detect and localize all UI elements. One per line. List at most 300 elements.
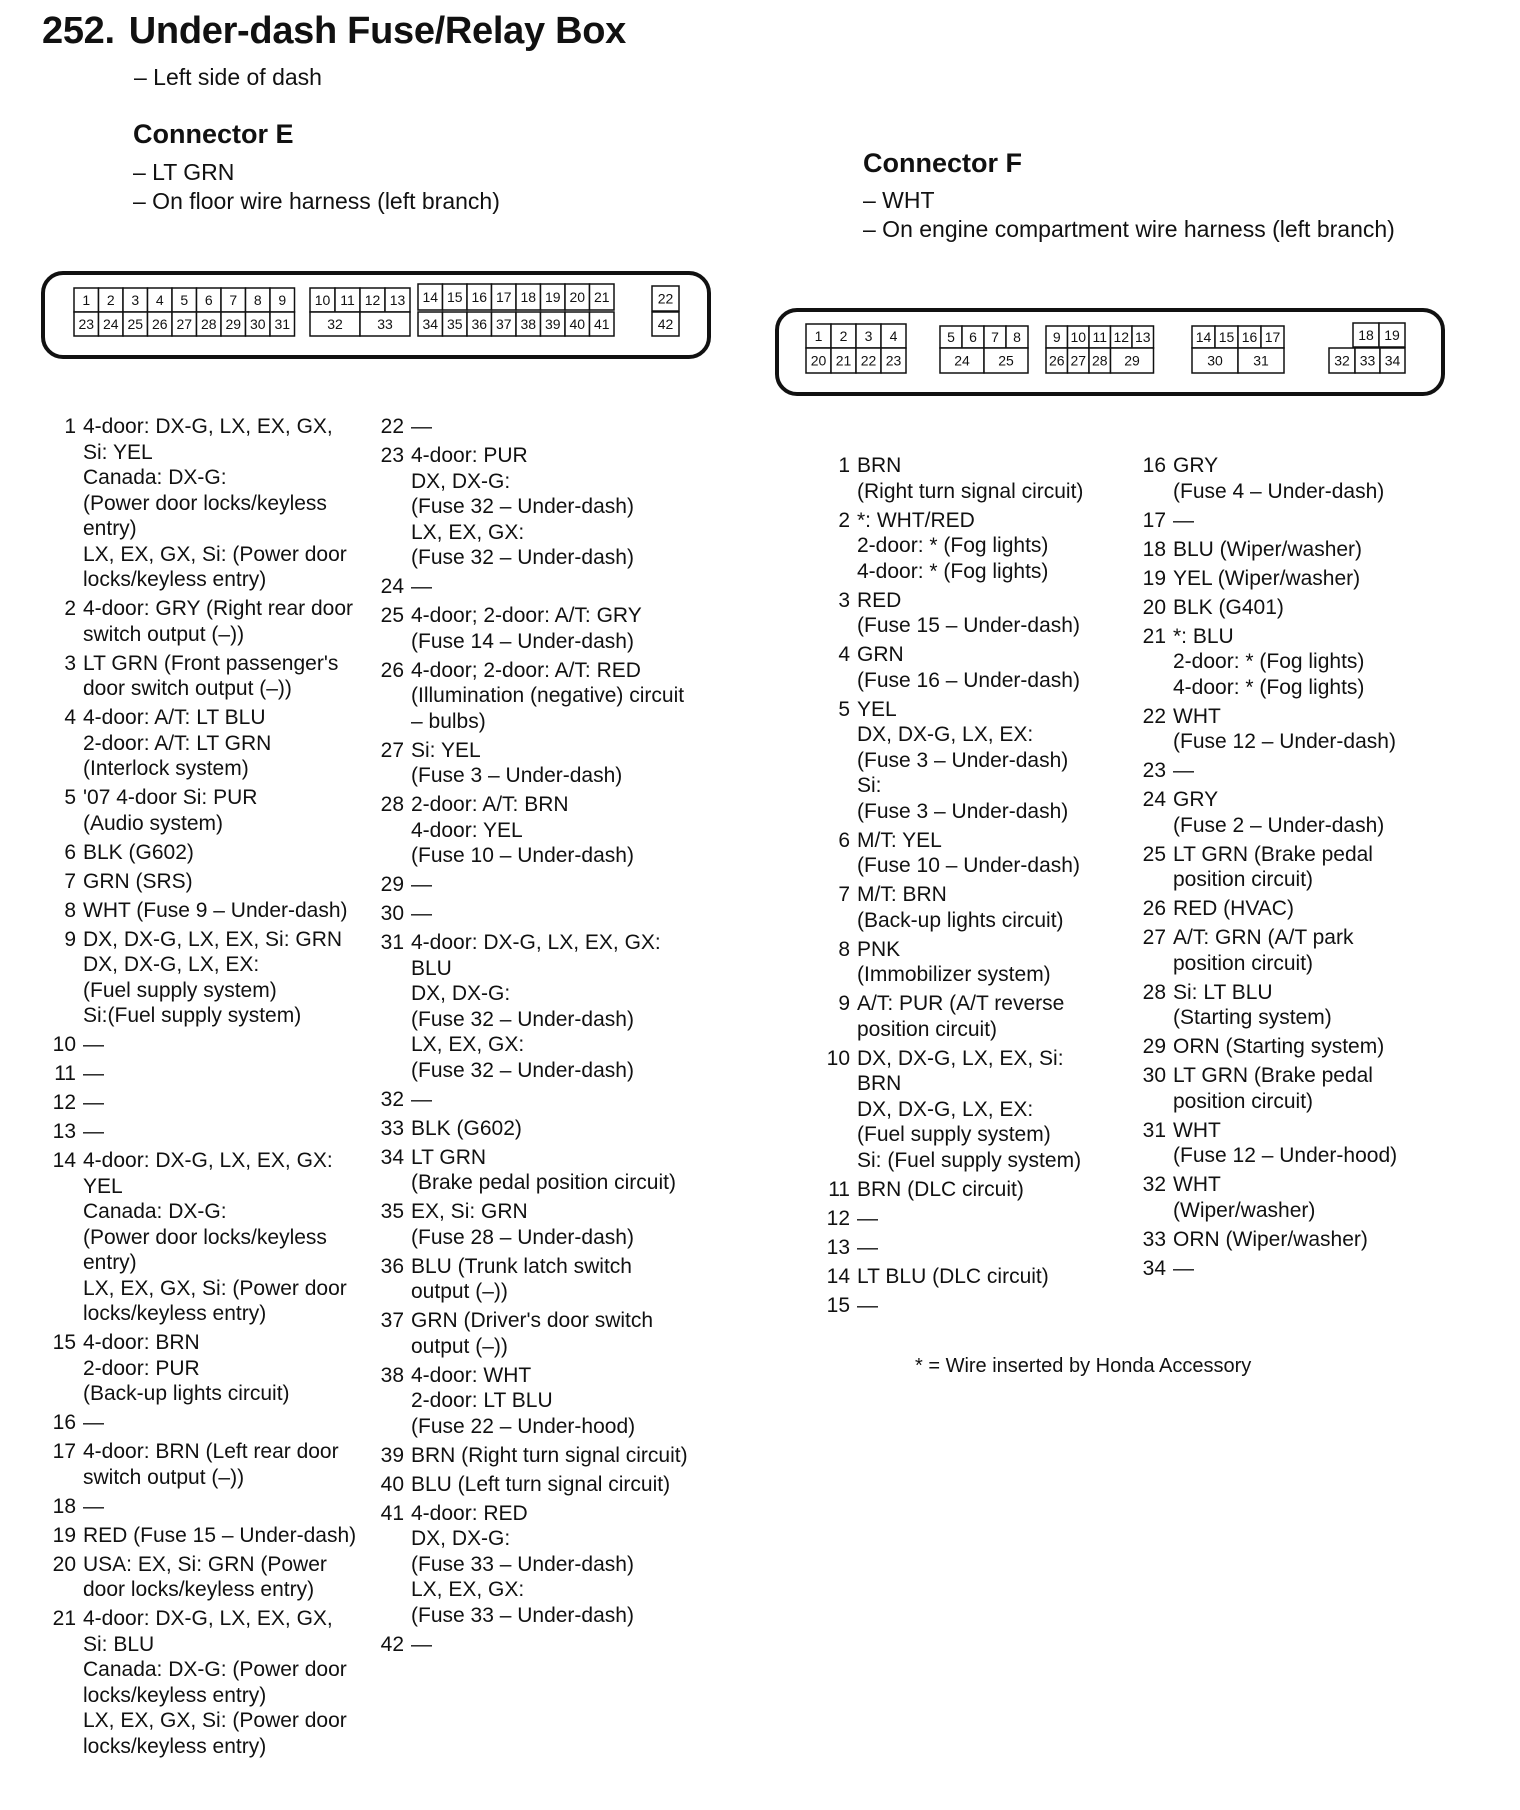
pin-description-line: 4-door: GRY (Right rear door (83, 597, 354, 620)
pin-description-line: (Fuel supply system) (857, 1123, 1051, 1146)
pin-number: 8 (64, 898, 76, 922)
pin-description-line: PNK (857, 937, 901, 961)
connector-e-pin-21 (42, 1606, 356, 1759)
pin-description-line: DX, DX-G: (411, 469, 511, 493)
pin-description (1173, 624, 1364, 701)
pin-description-line: (Fuse 3 – Under-dash) (411, 764, 623, 787)
connector-e-pin-13 (42, 1119, 356, 1145)
pin-description (857, 1046, 1081, 1174)
pin-number: 29 (1142, 1035, 1166, 1058)
pin-description-line: 2-door: PUR (83, 1356, 200, 1380)
pin-description (83, 869, 193, 895)
pin-description-line: M/T: YEL (857, 828, 942, 852)
cavity-label-29: 29 (225, 316, 242, 332)
pin-description-line: 4-door: DX-G, LX, EX, GX: (83, 1149, 333, 1172)
connector-f-pin-33 (1132, 1227, 1397, 1253)
pin-description-line: BLU (Trunk latch switch (411, 1254, 632, 1278)
pin-description-line: BLK (G602) (83, 840, 194, 864)
pin-description-line: (Fuse 3 – Under-dash) (857, 748, 1069, 772)
pin-description-line: (Fuse 32 – Under-dash) (411, 1007, 634, 1031)
cavity-label-33: 33 (1359, 352, 1376, 369)
pin-description-line: Canada: DX-G: (83, 466, 227, 489)
cavity-label-5: 5 (947, 329, 955, 345)
pin-number: 18 (1142, 537, 1166, 561)
pin-description-line: ORN (Wiper/washer) (1173, 1227, 1368, 1251)
pin-description-line: RED (HVAC) (1173, 897, 1294, 920)
pin-number: 30 (380, 902, 404, 925)
connector-f-pin-16 (1132, 453, 1397, 504)
pin-description-line: door switch output (–)) (83, 677, 292, 700)
cavity-label-17: 17 (495, 289, 512, 305)
cavity-label-1: 1 (82, 292, 91, 308)
pin-description-line: Si: (Fuel supply system) (857, 1148, 1082, 1172)
pin-description-line: position circuit) (857, 1017, 998, 1041)
pin-description (411, 1199, 634, 1250)
pin-description-line: WHT (1173, 1118, 1221, 1142)
pin-description (1173, 1256, 1194, 1282)
connector-e-pin-30 (370, 901, 688, 927)
cavity-label-7: 7 (991, 329, 999, 345)
connector-e-pin-1 (42, 414, 356, 593)
pin-description (857, 588, 1080, 639)
pin-description-line: 2-door: LT BLU (411, 1389, 553, 1412)
connector-e-pins-col1 (42, 414, 356, 1763)
pin-description-line: BRN (DLC circuit) (857, 1177, 1024, 1201)
pin-number: 17 (52, 1440, 76, 1463)
connector-f-pin-7 (816, 882, 1083, 933)
pin-description (1173, 1172, 1315, 1223)
pin-description (411, 603, 642, 654)
pin-description (1173, 704, 1396, 755)
pin-description-line: (Fuse 32 – Under-dash) (411, 1058, 634, 1082)
location-text: – Left side of dash (134, 64, 322, 90)
cavity-label-16: 16 (1241, 329, 1258, 345)
pin-description (83, 596, 353, 647)
cavity-label-32: 32 (327, 316, 343, 332)
pin-description-line: 4-door: BRN (Left rear door (83, 1440, 339, 1463)
pin-number: 35 (380, 1200, 404, 1223)
pin-description-line: — (411, 1632, 432, 1656)
pin-number: 21 (52, 1607, 76, 1630)
connector-f-pin-14 (816, 1264, 1083, 1290)
pin-description (857, 1177, 1024, 1203)
cavity-label-9: 9 (1052, 329, 1061, 345)
pin-description-line: GRY (1173, 788, 1219, 811)
pin-description-line: DX, DX-G, LX, EX, Si: (857, 1046, 1064, 1070)
cavity-label-3: 3 (864, 328, 873, 344)
pin-description-line: — (411, 902, 432, 925)
cavity-label-38: 38 (520, 316, 537, 332)
pin-description-line: DX, DX-G, LX, EX: (857, 1097, 1034, 1121)
pin-description (857, 697, 1068, 825)
pin-description-line: (Fuse 15 – Under-dash) (857, 614, 1080, 637)
pin-description (83, 1606, 347, 1759)
pin-description (83, 840, 194, 866)
pin-description-line: A/T: GRN (A/T park (1173, 926, 1354, 949)
pin-number: 9 (838, 992, 850, 1015)
connector-e-pin-11 (42, 1061, 356, 1087)
pin-description-line: A/T: PUR (A/T reverse (857, 992, 1065, 1015)
pin-number: 27 (1142, 926, 1166, 949)
pin-description-line: RED (Fuse 15 – Under-dash) (83, 1523, 357, 1547)
connector-f-pins-col2 (1132, 453, 1397, 1285)
pin-description-line: LT GRN (Brake pedal (1173, 842, 1373, 866)
pin-number: 25 (380, 604, 404, 627)
pin-description-line: BLU (411, 956, 452, 980)
connector-f-pin-32 (1132, 1172, 1397, 1223)
connector-e-pin-5 (42, 785, 356, 836)
pin-description-line: LX, EX, GX: (411, 1033, 525, 1056)
connector-e-harness: – On floor wire harness (left branch) (133, 188, 500, 214)
cavity-label-29: 29 (1124, 352, 1140, 369)
cavity-label-19: 19 (544, 289, 561, 305)
connector-e-color: – LT GRN (133, 159, 235, 185)
pin-description (411, 1472, 670, 1498)
cavity-label-34: 34 (1384, 352, 1401, 369)
cavity-label-9: 9 (278, 292, 287, 308)
pin-number: 16 (52, 1411, 76, 1434)
connector-e-pin-29 (370, 872, 688, 898)
connector-f-pin-6 (816, 828, 1083, 879)
connector-e-diagram (40, 270, 712, 360)
cavity-label-26: 26 (151, 316, 168, 332)
pin-description-line: switch output (–)) (83, 622, 245, 646)
pin-number: 30 (1142, 1064, 1166, 1087)
connector-e-pin-39 (370, 1443, 688, 1469)
pin-number: 9 (64, 927, 76, 951)
pin-description (411, 658, 684, 735)
pin-number: 5 (64, 786, 76, 809)
pin-number: 40 (380, 1472, 404, 1496)
connector-f-pin-27 (1132, 925, 1397, 976)
pin-number: 10 (826, 1046, 850, 1070)
pin-number: 7 (838, 883, 850, 906)
pin-number: 23 (1142, 759, 1166, 782)
connector-f-pin-25 (1132, 842, 1397, 893)
pin-number: 15 (52, 1331, 76, 1354)
pin-description-line: — (411, 575, 432, 598)
pin-number: 41 (380, 1501, 404, 1525)
connector-f-pins-col1 (816, 453, 1083, 1322)
pin-description (1173, 566, 1360, 592)
pin-description-line: ORN (Starting system) (1173, 1035, 1385, 1058)
pin-description-line: Si: YEL (83, 440, 153, 464)
pin-description (411, 930, 661, 1083)
connector-f-pin-31 (1132, 1118, 1397, 1169)
pin-number: 19 (1142, 566, 1166, 590)
pin-number: 32 (380, 1087, 404, 1111)
cavity-label-20: 20 (569, 289, 586, 305)
pin-description-line: entry) (83, 1251, 137, 1274)
connector-f-pin-9 (816, 991, 1083, 1042)
pin-number: 14 (826, 1264, 850, 1288)
cavity-label-39: 39 (544, 316, 561, 332)
pin-number: 23 (380, 444, 404, 467)
cavity-label-25: 25 (998, 352, 1014, 369)
connector-e-pin-14 (42, 1148, 356, 1327)
pin-number: 27 (380, 738, 404, 762)
pin-number: 34 (380, 1145, 404, 1169)
cavity-label-24: 24 (102, 316, 119, 332)
connector-f-pin-15 (816, 1293, 1083, 1319)
cavity-label-23: 23 (78, 316, 95, 332)
pin-description-line: LX, EX, GX, Si: (Power door (83, 1709, 347, 1732)
pin-description-line: RED (857, 588, 902, 612)
pin-description-line: LX, EX, GX: (411, 520, 525, 544)
pin-description-line: LT GRN (411, 1145, 487, 1169)
pin-number: 2 (64, 597, 76, 620)
pin-description (1173, 980, 1332, 1031)
pin-description-line: 2-door: A/T: LT GRN (83, 731, 272, 755)
cavity-label-6: 6 (204, 292, 213, 308)
connector-f-pin-19 (1132, 566, 1397, 592)
pin-description-line: 4-door: DX-G, LX, EX, GX, (83, 1607, 333, 1630)
pin-description (857, 642, 1080, 693)
pin-description-line: Si: YEL (411, 738, 481, 762)
connector-f-title: Connector F (863, 148, 1022, 178)
pin-number: 3 (64, 651, 76, 675)
pin-description-line: locks/keyless entry) (83, 1683, 267, 1707)
pin-description-line: GRN (857, 643, 904, 666)
cavity-label-11: 11 (1092, 329, 1108, 345)
connector-e-pin-37 (370, 1308, 688, 1359)
pin-description (83, 927, 342, 1029)
pin-description (411, 443, 634, 571)
pin-description-line: (Fuse 33 – Under-dash) (411, 1603, 634, 1627)
pin-description-line: BLU (Left turn signal circuit) (411, 1472, 671, 1496)
pin-number: 13 (826, 1235, 850, 1259)
pin-description (1173, 453, 1384, 504)
pin-description (1173, 537, 1362, 563)
pin-description (1173, 1227, 1368, 1253)
cavity-label-14: 14 (422, 289, 439, 305)
cavity-label-3: 3 (131, 292, 140, 308)
pin-description-line: (Fuse 10 – Under-dash) (411, 844, 634, 867)
pin-description-line: 2-door: * (Fog lights) (1173, 650, 1365, 673)
cavity-label-10: 10 (314, 292, 331, 308)
pin-number: 13 (52, 1120, 76, 1143)
pin-number: 22 (1142, 704, 1166, 728)
connector-e-info (133, 159, 500, 217)
pin-description-line: Si: BLU (83, 1632, 155, 1656)
connector-e-pin-36 (370, 1254, 688, 1305)
connector-f-pin-23 (1132, 758, 1397, 784)
cavity-label-27: 27 (176, 316, 193, 332)
connector-e-pin-17 (42, 1439, 356, 1490)
pin-description-line: — (411, 873, 432, 896)
pin-description (857, 508, 1048, 585)
pin-description (1173, 1063, 1373, 1114)
connector-f-pin-13 (816, 1235, 1083, 1261)
connector-f-pin-29 (1132, 1034, 1397, 1060)
pin-number: 20 (52, 1552, 76, 1576)
pin-description (1173, 1118, 1397, 1169)
pin-description-line: (Fuse 12 – Under-dash) (1173, 730, 1396, 753)
cavity-label-1: 1 (814, 328, 823, 344)
cavity-label-6: 6 (969, 329, 977, 345)
pin-description-line: (Fuse 4 – Under-dash) (1173, 479, 1385, 503)
pin-description (83, 651, 338, 702)
pin-description-line: locks/keyless entry) (83, 568, 267, 591)
pin-description-line: — (83, 1411, 104, 1434)
cavity-label-28: 28 (200, 316, 217, 332)
connector-f-pin-30 (1132, 1063, 1397, 1114)
connector-f-pin-8 (816, 937, 1083, 988)
pin-description-line: DX, DX-G, LX, EX: (83, 953, 260, 976)
connector-e-pin-41 (370, 1501, 688, 1629)
cavity-label-10: 10 (1070, 329, 1087, 345)
connector-f-pin-20 (1132, 595, 1397, 621)
pin-description-line: door locks/keyless entry) (83, 1578, 315, 1601)
pin-description-line: WHT (1173, 1173, 1221, 1196)
pin-number: 12 (826, 1206, 850, 1230)
cavity-label-32: 32 (1334, 352, 1350, 369)
pin-description (83, 705, 271, 782)
pin-description (83, 1523, 356, 1549)
pin-description-line: (Starting system) (1173, 1006, 1332, 1029)
pin-description-line: position circuit) (1173, 1089, 1314, 1113)
pin-description-line: USA: EX, Si: GRN (Power (83, 1552, 327, 1576)
cavity-label-30: 30 (249, 316, 266, 332)
connector-f-info (863, 187, 1395, 245)
cavity-label-28: 28 (1091, 352, 1108, 369)
cavity-label-25: 25 (127, 316, 144, 332)
pin-description-line: LX, EX, GX, Si: (Power door (83, 1276, 347, 1300)
pin-description-line: LX, EX, GX, Si: (Power door (83, 542, 347, 566)
pin-description-line: — (857, 1206, 878, 1230)
connector-e-pin-38 (370, 1363, 688, 1440)
cavity-label-35: 35 (446, 316, 463, 332)
connector-e-pin-28 (370, 792, 688, 869)
pin-description (857, 1206, 878, 1232)
cavity-label-4: 4 (889, 328, 898, 344)
pin-description-line: (Fuse 32 – Under-dash) (411, 546, 634, 569)
pin-number: 39 (380, 1443, 404, 1467)
pin-number: 11 (54, 1062, 76, 1085)
cavity-label-21: 21 (593, 289, 610, 305)
connector-e-pin-10 (42, 1032, 356, 1058)
cavity-label-18: 18 (1358, 327, 1374, 343)
connector-e-pin-18 (42, 1494, 356, 1520)
pin-number: 34 (1142, 1256, 1166, 1280)
pin-number: 38 (380, 1363, 404, 1387)
pin-description-line: WHT (1173, 704, 1221, 728)
cavity-label-13: 13 (389, 292, 406, 308)
pin-description-line: (Fuse 32 – Under-dash) (411, 495, 634, 518)
pin-description-line: position circuit) (1173, 951, 1314, 975)
pin-description-line: 4-door: PUR (411, 444, 528, 467)
connector-e-pin-3 (42, 651, 356, 702)
connector-e-pin-15 (42, 1330, 356, 1407)
cavity-label-12: 12 (364, 292, 381, 308)
connector-e-pin-27 (370, 738, 688, 789)
pin-description (411, 901, 432, 927)
pin-number: 4 (64, 706, 76, 729)
pin-description (1173, 896, 1294, 922)
cavity-label-4: 4 (155, 292, 164, 308)
cavity-label-8: 8 (253, 292, 262, 308)
pin-number: 33 (380, 1116, 404, 1140)
connector-e-title: Connector E (133, 119, 294, 149)
pin-description-line: YEL (857, 697, 897, 721)
pin-description (411, 574, 432, 600)
pin-description-line: BLK (G602) (411, 1116, 522, 1140)
connector-e-pin-4 (42, 705, 356, 782)
connector-f-pin-11 (816, 1177, 1083, 1203)
pin-description-line: Si: LT BLU (1173, 980, 1273, 1004)
pin-number: 28 (380, 793, 404, 816)
pin-description-line: DX, DX-G, LX, EX, Si: GRN (83, 927, 343, 951)
pin-number: 26 (1142, 897, 1166, 920)
pin-description-line: (Fuse 3 – Under-dash) (857, 799, 1069, 823)
pin-description-line: – bulbs) (411, 709, 486, 733)
connector-f-pin-1 (816, 453, 1083, 504)
pin-description-line: (Fuel supply system) (83, 978, 277, 1002)
pin-number: 32 (1142, 1173, 1166, 1196)
pin-description (83, 1494, 104, 1520)
pin-description-line: (Fuse 33 – Under-dash) (411, 1552, 634, 1576)
pin-description-line: (Right turn signal circuit) (857, 479, 1084, 503)
pin-description-line: entry) (83, 517, 137, 540)
cavity-label-14: 14 (1195, 329, 1212, 345)
pin-description-line: output (–)) (411, 1334, 508, 1358)
pin-description-line: 2-door: A/T: BRN (411, 793, 569, 816)
pin-number: 42 (380, 1632, 404, 1656)
pin-description-line: 4-door: DX-G, LX, EX, GX: (411, 931, 661, 954)
pin-description (411, 872, 432, 898)
connector-e-pin-26 (370, 658, 688, 735)
connector-e-pin-12 (42, 1090, 356, 1116)
cavity-label-27: 27 (1070, 352, 1087, 369)
cavity-label-26: 26 (1048, 352, 1065, 369)
connector-e-pin-16 (42, 1410, 356, 1436)
pin-number: 25 (1142, 842, 1166, 866)
cavity-label-8: 8 (1013, 329, 1021, 345)
pin-description-line: EX, Si: GRN (411, 1200, 528, 1223)
pin-number: 24 (380, 575, 404, 598)
pin-description (857, 1235, 878, 1261)
connector-f-diagram (774, 307, 1446, 397)
footnote: * = Wire inserted by Honda Accessory (915, 1355, 1252, 1377)
pin-description-line: — (83, 1091, 104, 1114)
cavity-label-16: 16 (471, 289, 488, 305)
connector-f-pin-18 (1132, 537, 1397, 563)
pin-description-line: (Fuse 22 – Under-hood) (411, 1414, 636, 1438)
pin-number: 17 (1142, 508, 1166, 532)
pin-description-line: DX, DX-G, LX, EX: (857, 723, 1034, 746)
pin-description (411, 1087, 432, 1113)
connector-e-pin-31 (370, 930, 688, 1083)
pin-description (857, 937, 1051, 988)
pin-description (83, 414, 347, 593)
connector-e-pin-34 (370, 1145, 688, 1196)
pin-description-line: (Fuse 12 – Under-hood) (1173, 1144, 1398, 1167)
pin-description (1173, 595, 1284, 621)
pin-description (857, 882, 1064, 933)
pin-description-line: Canada: DX-G: (83, 1200, 227, 1223)
connector-e-pin-22 (370, 414, 688, 440)
pin-description (83, 898, 348, 924)
connector-e-pin-35 (370, 1199, 688, 1250)
pin-number: 28 (1142, 980, 1166, 1004)
pin-number: 16 (1142, 454, 1166, 477)
cavity-label-7: 7 (229, 292, 238, 308)
pin-description (411, 1308, 653, 1359)
connector-f-pin-4 (816, 642, 1083, 693)
connector-f-harness: – On engine compartment wire harness (left branch) (863, 216, 1395, 242)
pin-description (83, 1330, 290, 1407)
cavity-label-42: 42 (657, 316, 674, 332)
